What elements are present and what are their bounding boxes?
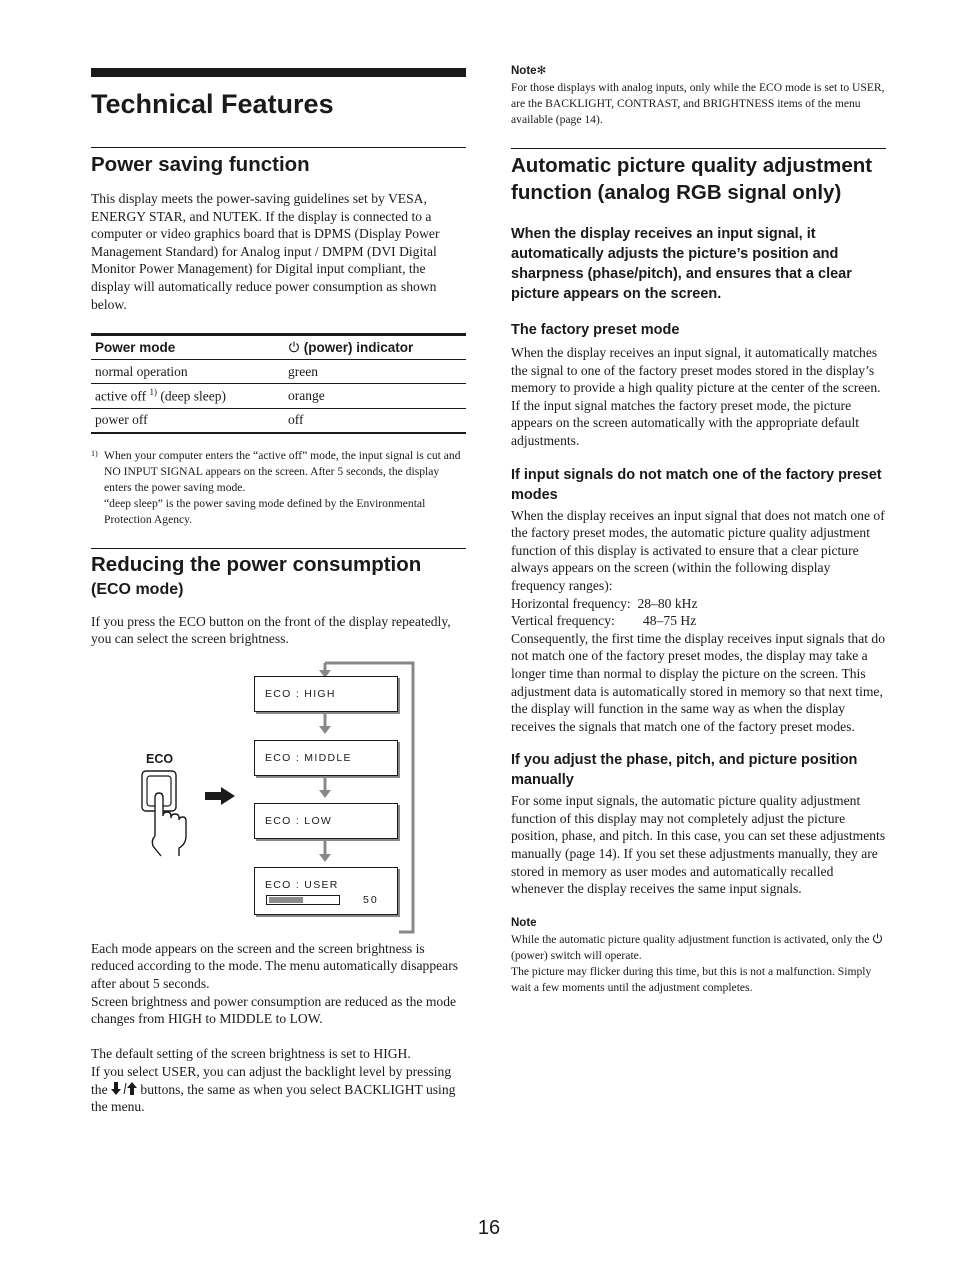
footnote-text-1: When your computer enters the “active off” mode, the input signal is cut and NO INPUT SIGNAL appears on the screen. After 5 seconds, the display enters the power saving mode. xyxy=(104,448,461,494)
page-number: 16 xyxy=(477,1217,501,1239)
eco-mode-subheading: (ECO mode) xyxy=(91,580,184,598)
mode-cell: normal operation xyxy=(91,360,284,384)
col-power-indicator xyxy=(284,335,466,360)
eco-button-label: ECO xyxy=(146,751,174,766)
v-freq-value: 48–75 Hz xyxy=(643,613,697,629)
table-header-row xyxy=(91,335,466,360)
left-column xyxy=(91,68,466,1116)
power-icon xyxy=(872,933,883,944)
no-match-heading: If input signals do not match one of the factory preset modes xyxy=(511,466,882,503)
no-match-body-2: Consequently, the first time the display receives input signals that do not match one of the factory preset modes, the display may take a longer time than normal to display the picture on the screen. This adjustment data is automatically stored in memory so that next time, the display will function in the same way as when the display receives the signals that match one of the factory preset modes. xyxy=(511,630,886,734)
footnote-mark: 1) xyxy=(91,448,98,458)
footnote-ref: 1) xyxy=(149,387,157,398)
footnote-text-2: “deep sleep” is the power saving mode defined by the Environmental Protection Agency. xyxy=(104,496,426,526)
power-saving-body: This display meets the power-saving guidelines set by VESA, ENERGY STAR, and NUTEK. If the display is connected to a computer or video graphics board that is DPMS (Display Power Management Standard) for Analog input / DMPM (DVI Digital Monitor Power Management) for Digital input compliant, the display will automatically reduce power consumption as shown below. xyxy=(91,191,440,312)
h-freq-label: Horizontal frequency: xyxy=(511,595,631,611)
page-title: Technical Features xyxy=(91,89,334,119)
power-icon xyxy=(288,341,300,353)
asterisk-icon: ✻ xyxy=(536,65,547,77)
v-freq-label: Vertical frequency: xyxy=(511,613,615,629)
eco-para-4 xyxy=(91,1063,466,1116)
footnote xyxy=(91,448,466,528)
eco-user-value: 50 xyxy=(363,893,379,906)
manual-adjust-heading: If you adjust the phase, pitch, and picture position manually xyxy=(511,752,858,789)
mode-text: active off xyxy=(95,388,147,404)
title-bar xyxy=(91,68,466,77)
reducing-intro: If you press the ECO button on the front of the display repeatedly, you can select the screen brightness. xyxy=(91,613,451,647)
auto-adjust-lead: When the display receives an input signal, it automatically adjusts the picture’s position and sharpness (phase/pitch), and ensures that a clear picture appears on the screen. xyxy=(511,226,852,302)
table-row xyxy=(91,360,466,384)
indicator-cell: off xyxy=(284,408,466,433)
note-2-text-b: (power) switch will operate. xyxy=(511,948,642,962)
power-mode-table xyxy=(91,333,466,434)
indicator-cell: orange xyxy=(284,384,466,409)
note-heading xyxy=(511,64,886,78)
no-match-body-1: When the display receives an input signal that does not match one of the factory preset modes, the automatic picture quality adjustment function of this display is activated to ensure that a clear picture always appears on the screen (within the following display frequency ranges): xyxy=(511,507,885,593)
eco-middle-box xyxy=(254,740,398,776)
manual-adjust-body: For some input signals, the automatic picture quality adjustment function of this display may not completely adjust the picture position, phase, and pitch. In this case, you can set these adjustments manually (page 14). If you set these adjustments manually, they are stored in memory as user modes and automatically recalled whenever the display receives the same input signals. xyxy=(511,793,886,897)
note-2-heading: Note xyxy=(511,916,537,929)
factory-preset-heading: The factory preset mode xyxy=(511,322,680,338)
col-power-indicator-label: (power) indicator xyxy=(303,340,414,356)
section-rule xyxy=(511,148,886,149)
h-freq-line xyxy=(511,595,886,613)
down-up-arrow-icon xyxy=(111,1082,137,1095)
h-freq-value: 28–80 kHz xyxy=(637,595,698,611)
eco-high-label: ECO : HIGH xyxy=(265,687,336,700)
eco-user-label: ECO : USER xyxy=(265,878,339,891)
mode-suffix: (deep sleep) xyxy=(160,388,226,404)
eco-button-hand-icon xyxy=(139,768,199,858)
eco-para-4b: buttons, the same as when you select BACKLIGHT using the menu. xyxy=(91,1081,456,1115)
power-saving-heading: Power saving function xyxy=(91,153,310,176)
v-freq-line xyxy=(511,612,886,630)
backlight-level-bar xyxy=(266,895,341,906)
right-arrow-icon xyxy=(205,787,235,805)
eco-user-box xyxy=(254,867,398,915)
reducing-heading: Reducing the power consumption xyxy=(91,552,422,576)
col-power-mode: Power mode xyxy=(91,335,284,360)
note-label: Note xyxy=(511,65,537,77)
section-rule xyxy=(91,147,466,148)
table-row xyxy=(91,408,466,433)
eco-middle-label: ECO : MIDDLE xyxy=(265,751,352,764)
note-2-body xyxy=(511,932,886,996)
eco-para-4a: If you select USER, you can adjust the backlight level by pressing the xyxy=(91,1064,452,1097)
eco-para-1: Each mode appears on the screen and the screen brightness is reduced according to the mode. The menu automatically disappears after about 5 seconds. xyxy=(91,940,459,992)
eco-low-box xyxy=(254,803,398,839)
right-column xyxy=(511,64,886,996)
factory-preset-body: When the display receives an input signal, it automatically matches the signal to one of the factory preset modes stored in the display’s memory to provide a high quality picture at the center of the screen. If the input signal matches the factory preset mode, the picture appears on the screen automatically with the appropriate default adjustments. xyxy=(511,345,881,448)
note-2-text-a: While the automatic picture quality adjustment function is activated, only the xyxy=(511,932,870,946)
eco-para-3: The default setting of the screen brightness is set to HIGH. xyxy=(91,1046,411,1062)
eco-high-box xyxy=(254,676,398,712)
note-2-text-c: The picture may flicker during this time, but this is not a malfunction. Simply wait a few moments until the adjustment completes. xyxy=(511,964,872,994)
eco-para-2: Screen brightness and power consumption are reduced as the mode changes from HIGH to MIDDLE to LOW. xyxy=(91,993,457,1027)
mode-cell xyxy=(91,384,284,409)
section-rule xyxy=(91,548,466,549)
indicator-cell: green xyxy=(284,360,466,384)
mode-cell: power off xyxy=(91,408,284,433)
eco-low-label: ECO : LOW xyxy=(265,814,333,827)
table-row xyxy=(91,384,466,409)
note-body: For those displays with analog inputs, only while the ECO mode is set to USER, are the BACKLIGHT, CONTRAST, and BRIGHTNESS items of the menu available (page 14). xyxy=(511,81,885,126)
auto-adjust-heading: Automatic picture quality adjustment function (analog RGB signal only) xyxy=(511,154,873,204)
eco-diagram xyxy=(91,656,466,938)
